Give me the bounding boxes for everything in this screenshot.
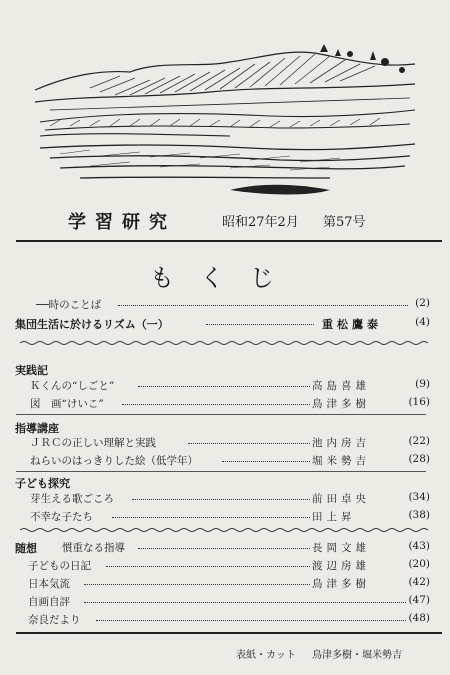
journal-title: 学習研究: [68, 212, 176, 233]
toc-item-page: (28): [408, 453, 430, 465]
toc-item-author: 池内房吉: [312, 437, 370, 449]
toc-title: もくじ: [150, 264, 300, 292]
toc-row[interactable]: [0, 435, 450, 451]
toc-item-author: 長岡文雄: [312, 542, 370, 554]
footer-credits: 鳥津多樹・堀米勢吉: [312, 650, 402, 661]
issue-date: 昭和27年2月: [222, 215, 299, 230]
toc-row[interactable]: [0, 558, 450, 574]
issue-number: 第57号: [323, 215, 366, 230]
leader-dots: [84, 584, 310, 585]
toc-item-author: 鳥津多樹: [312, 398, 370, 410]
toc-item-author: 渡辺房雄: [312, 560, 370, 572]
toc-row[interactable]: [0, 297, 450, 313]
toc-item-title: 奈良だより: [28, 614, 81, 626]
toc-item-title: 自画自評: [28, 596, 70, 608]
leader-dots: [138, 386, 310, 387]
toc-item-title: 日本気流: [28, 578, 70, 590]
toc-item-author: 鳥津多樹: [312, 578, 370, 590]
toc-item-page: (20): [408, 558, 430, 570]
toc-row[interactable]: [0, 594, 450, 610]
leader-dots: [112, 517, 310, 518]
footer-rule: [16, 632, 442, 634]
toc-item-title: Ｋくんの“しごと”: [30, 380, 115, 392]
toc-item-title: ＪＲＣの正しい理解と実践: [30, 437, 156, 449]
section-heading: 随想: [15, 542, 37, 555]
toc-item-title: 子どもの日記: [28, 560, 91, 572]
toc-item-page: (22): [408, 435, 430, 447]
toc-item-page: (34): [408, 491, 430, 503]
toc-item-author: 高島喜雄: [312, 380, 370, 392]
section-heading: 子ども探究: [15, 477, 70, 490]
wavy-divider: [20, 340, 430, 346]
toc-row[interactable]: [0, 509, 450, 525]
leader-dots: [206, 324, 314, 325]
toc-row[interactable]: [0, 540, 450, 556]
toc-row[interactable]: [0, 576, 450, 592]
toc-item-title: 不幸な子たち: [30, 511, 93, 523]
footer-label: 表紙・カット: [236, 650, 296, 661]
leader-dots: [222, 461, 310, 462]
toc-row[interactable]: [0, 316, 450, 332]
toc-item-title: 図 画“けいこ”: [30, 398, 104, 410]
toc-item-page: (38): [408, 509, 430, 521]
leader-dots: [132, 499, 310, 500]
toc-item-page: (43): [408, 540, 430, 552]
toc-row[interactable]: [0, 612, 450, 628]
toc-item-title: ねらいのはっきりした絵（低学年）: [30, 455, 198, 467]
toc-item-title: ──時のことば: [36, 299, 102, 311]
toc-item-author: 重松鷹泰: [322, 318, 382, 331]
toc-item-title: 集団生活に於けるリズム（一）: [15, 318, 169, 331]
toc-item-page: (42): [408, 576, 430, 588]
section-heading: 実践記: [15, 364, 48, 377]
landscape-sketch-illustration: [30, 40, 420, 200]
toc-item-title: 芽生える歌ごころ: [30, 493, 114, 505]
masthead: [0, 208, 450, 232]
toc-row[interactable]: [0, 378, 450, 394]
section-heading: 指導講座: [15, 422, 59, 435]
leader-dots: [188, 443, 310, 444]
toc-item-page: (9): [415, 378, 430, 390]
toc-row[interactable]: [0, 491, 450, 507]
leader-dots: [106, 566, 310, 567]
wavy-divider: [20, 527, 430, 533]
leader-dots: [118, 305, 408, 306]
section-divider: [16, 471, 426, 472]
toc-item-page: (2): [415, 297, 430, 309]
masthead-rule: [16, 240, 442, 242]
toc-item-author: 田上昇: [312, 511, 356, 523]
toc-row[interactable]: [0, 396, 450, 412]
toc-item-author: 堀米勢吉: [312, 455, 370, 467]
toc-item-title: 慣重なる指導: [62, 542, 125, 554]
section-divider: [16, 414, 426, 415]
toc-item-author: 前田卓央: [312, 493, 370, 505]
leader-dots: [96, 620, 406, 621]
leader-dots: [138, 548, 310, 549]
toc-item-page: (16): [408, 396, 430, 408]
leader-dots: [84, 602, 406, 603]
toc-row[interactable]: [0, 453, 450, 469]
leader-dots: [122, 404, 310, 405]
toc-item-page: (47): [408, 594, 430, 606]
toc-item-page: (4): [415, 316, 430, 328]
toc-item-page: (48): [408, 612, 430, 624]
